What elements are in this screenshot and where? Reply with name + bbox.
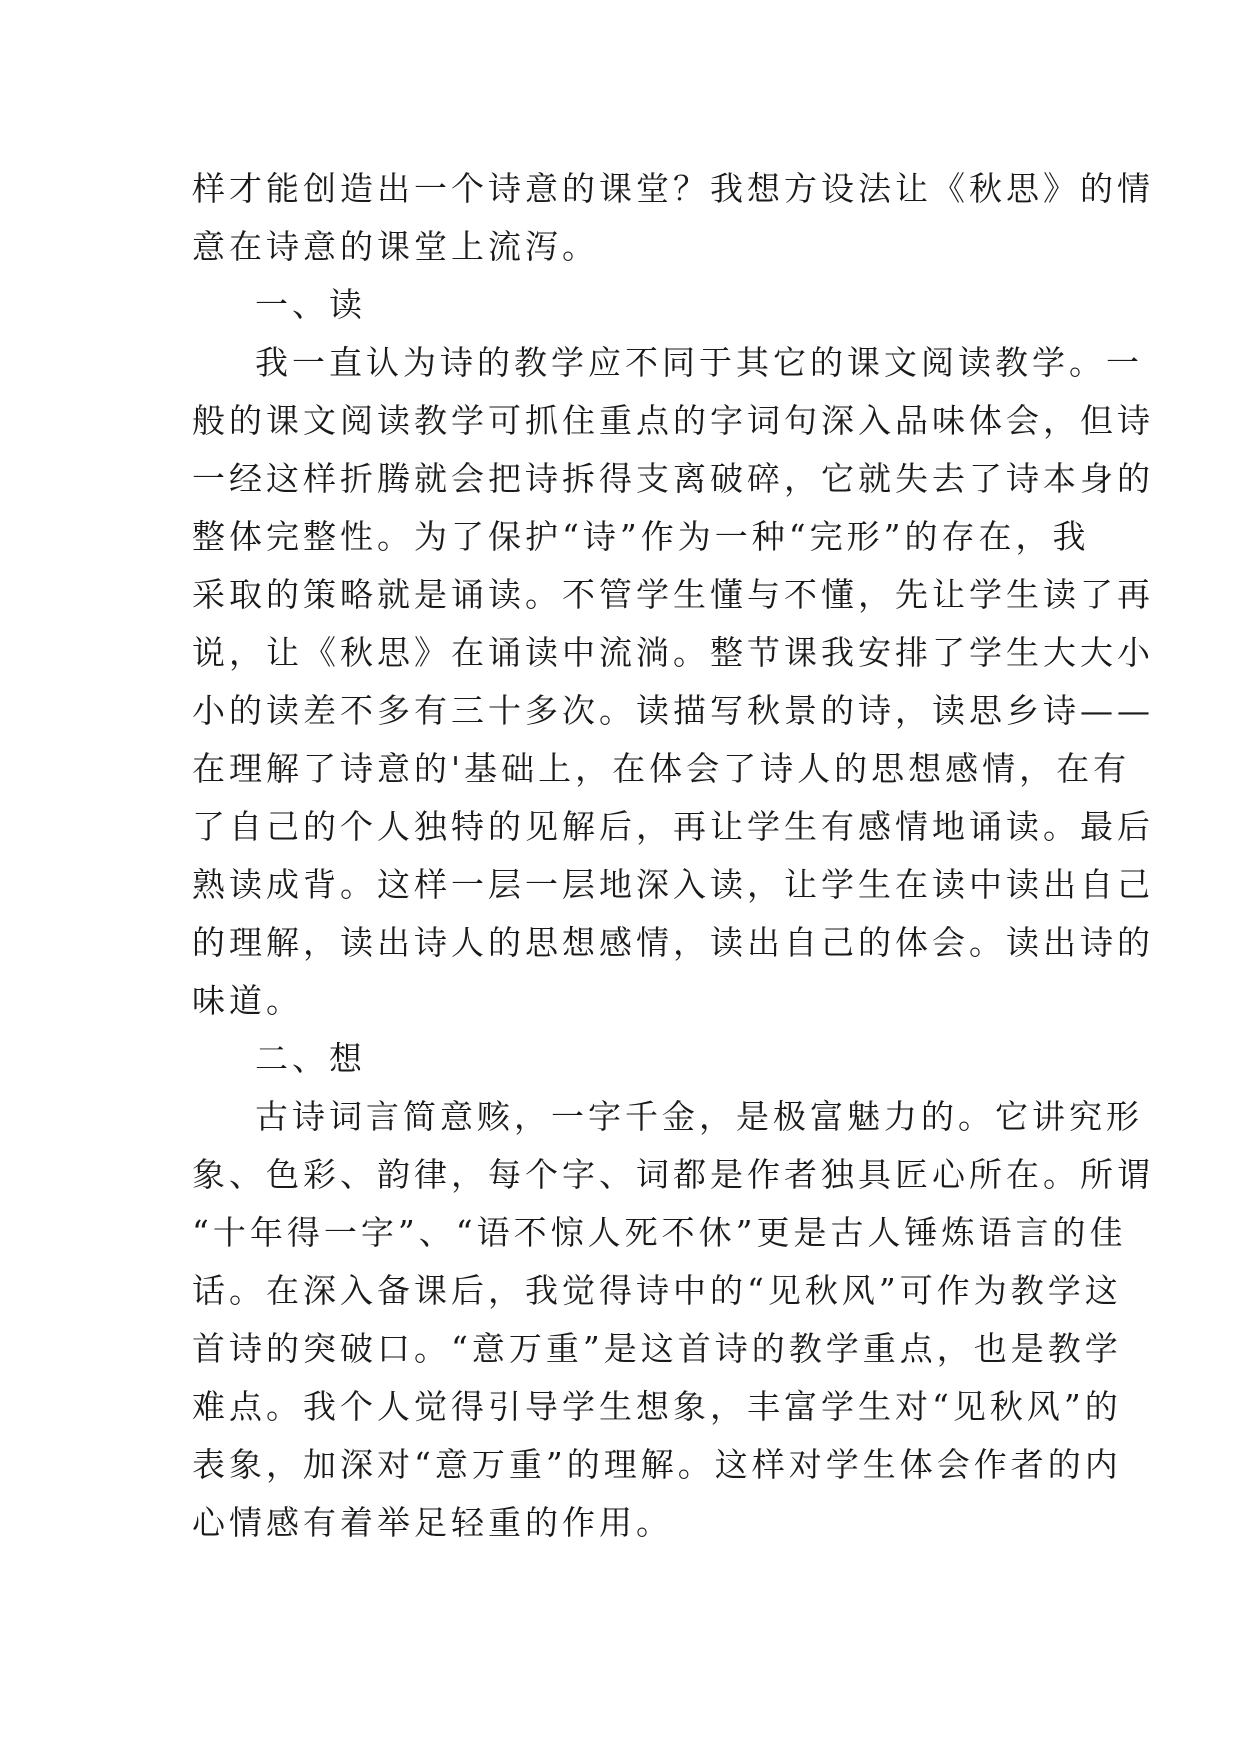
section1-line-6: 说，让《秋思》在诵读中流淌。整节课我安排了学生大大小 <box>192 633 1154 672</box>
section2-line-2: 象、色彩、韵律，每个字、词都是作者独具匠心所在。所谓 <box>192 1155 1154 1194</box>
section2-line-1: 古诗词言简意赅，一字千金，是极富魅力的。它讲究形 <box>255 1097 1143 1136</box>
section1-line-3: 一经这样折腾就会把诗拆得支离破碎，它就失去了诗本身的 <box>192 459 1154 498</box>
section2-line-5: 首诗的突破口。“意万重”是这首诗的教学重点，也是教学 <box>192 1329 1122 1368</box>
section1-line-11: 的理解，读出诗人的思想感情，读出自己的体会。读出诗的 <box>192 923 1154 962</box>
section1-line-8: 在理解了诗意的'基础上，在体会了诗人的思想感情，在有 <box>192 749 1131 788</box>
intro-line-2: 意在诗意的课堂上流泻。 <box>192 227 599 266</box>
section1-line-10: 熟读成背。这样一层一层地深入读，让学生在读中读出自己 <box>192 865 1154 904</box>
document-body <box>192 160 1154 1552</box>
section1-line-2: 般的课文阅读教学可抓住重点的字词句深入品味体会，但诗 <box>192 401 1154 440</box>
section2-line-8: 心情感有着举足轻重的作用。 <box>192 1503 673 1542</box>
section2-line-7: 表象，加深对“意万重”的理解。这样对学生体会作者的内 <box>192 1445 1122 1484</box>
intro-line-1: 样才能创造出一个诗意的课堂？我想方设法让《秋思》的情 <box>192 169 1154 208</box>
section2-line-3: “十年得一字”、“语不惊人死不休”更是古人锤炼语言的佳 <box>192 1213 1127 1252</box>
section-heading-think: 二、想 <box>255 1039 366 1078</box>
section1-line-4: 整体完整性。为了保护“诗”作为一种“完形”的存在，我 <box>192 517 1090 556</box>
section1-line-7: 小的读差不多有三十多次。读描写秋景的诗，读思乡诗—— <box>192 691 1154 730</box>
section2-line-6: 难点。我个人觉得引导学生想象，丰富学生对“见秋风”的 <box>192 1387 1122 1426</box>
section2-line-4: 话。在深入备课后，我觉得诗中的“见秋风”可作为教学这 <box>192 1271 1122 1310</box>
section1-line-12: 味道。 <box>192 981 303 1020</box>
section1-line-1: 我一直认为诗的教学应不同于其它的课文阅读教学。一 <box>255 343 1143 382</box>
section1-line-5: 采取的策略就是诵读。不管学生懂与不懂，先让学生读了再 <box>192 575 1154 614</box>
section1-line-9: 了自己的个人独特的见解后，再让学生有感情地诵读。最后 <box>192 807 1154 846</box>
section-heading-read: 一、读 <box>255 285 366 324</box>
